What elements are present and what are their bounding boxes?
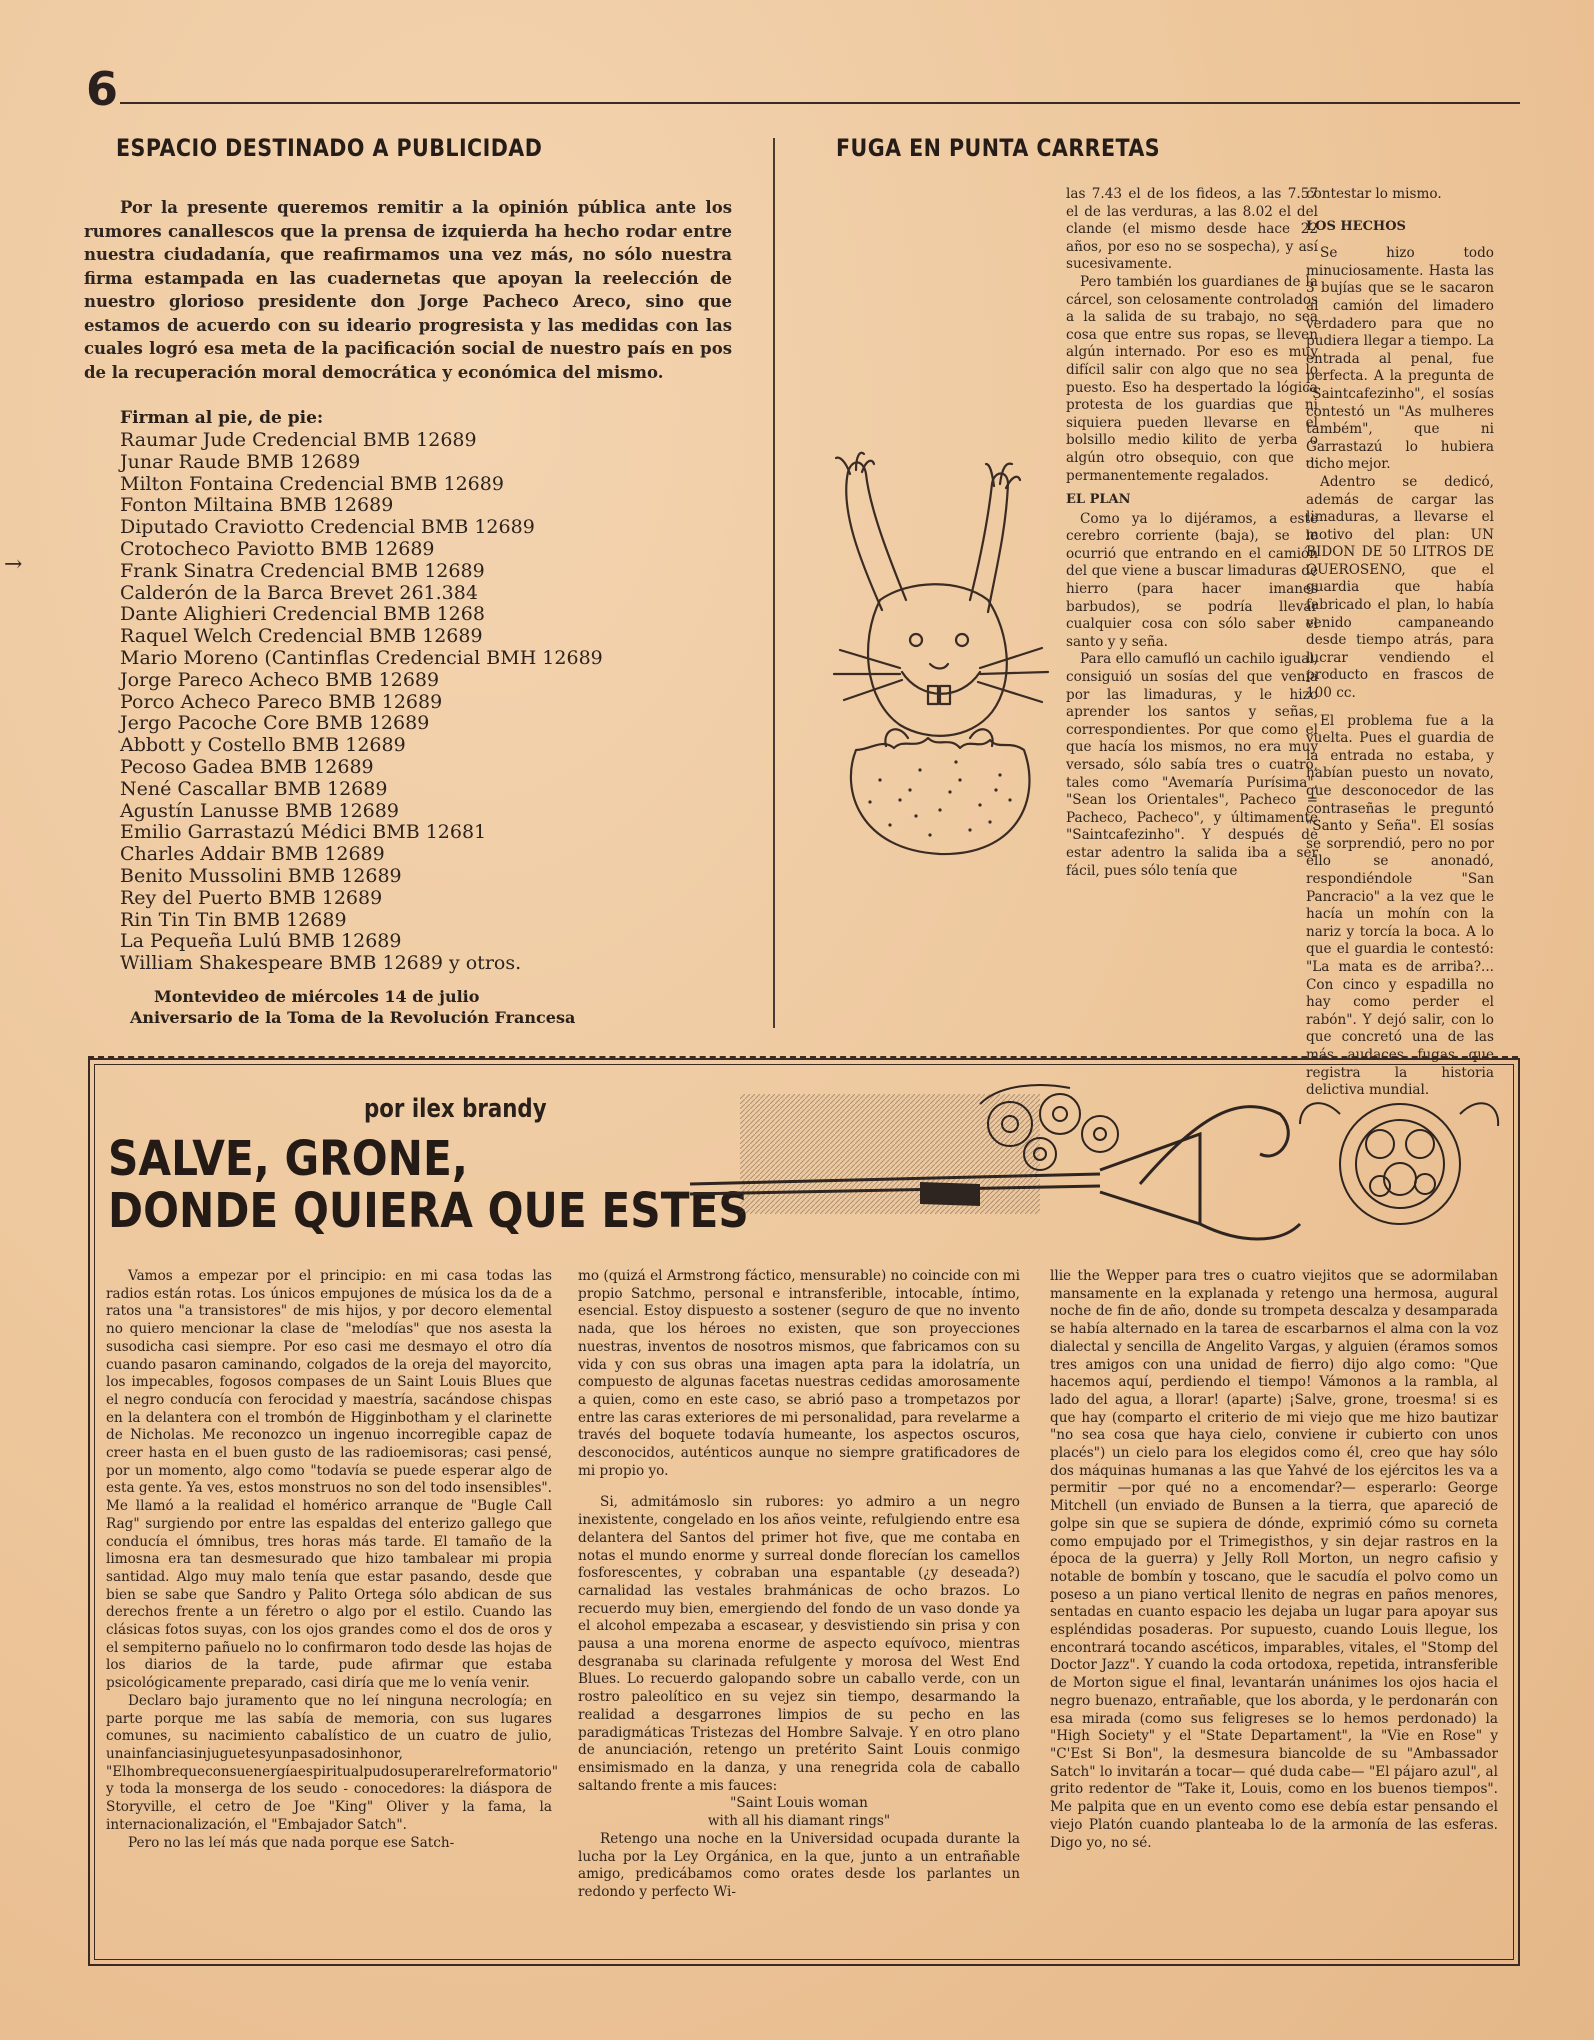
article-column-3 (1050, 1268, 1498, 1852)
page-number: 6 (86, 62, 119, 116)
signer: Diputado Craviotto Credencial BMB 12689 (120, 516, 535, 539)
fuga-paragraph: contestar lo mismo. (1306, 186, 1442, 202)
signer: La Pequeña Lulú BMB 12689 (120, 930, 402, 953)
trumpet-flowers-ornament (680, 1074, 1510, 1254)
article-paragraph: Vamos a empezar por el principio: en mi casa todas las radios están rotas. Los únicos empujones de música los da de a ratos una "a transistores" de mis hijos, y por decoro elemental no quiero mencionar la clase de "melodías" que nos asesta la susodicha casi siempre. Por eso casi me desmayo el otro día cuando pasaron caminando, colgados de la oreja del mayorcito, los impecables, fogosos compases de un Saint Louis Blues que el negro conducía con ferocidad y maestría, sacándose chispas en la delantera con el trombón de Higginbotham y el clarinette de Nicholas. Me reconozco un ingenuo incorregible capaz de creer hasta en el buen gusto de las radioemisoras; casi pensé, por un momento, algo como "todavía se puede esperar algo de esta gente. Ya ves, estos monstruos no son del todo insensibles". Me llamó a la realidad el homérico arranque de "Bugle Call Rag" surgiendo por entre las espaldas del enterizo gallego que conducía el ómnibus, tres horas más tarde. El tamaño de la limosna era tan desmesurado que hizo tambalear mi propia santidad. Algo muy malo tenía que estar pasando, desde que bien se sabe que Sandro y Palito Ortega sólo abdican de sus derechos frente a un féretro o algo por el estilo. Cuando las clásicas fotos suyas, con los ojos grandes como el dos de oros y el sempiterno pañuelo no lo confirmaron todo desde las hojas de los diarios de la tarde, pude afirmar que estaba psicológicamente preparado, casi diría que me lo venía venir. (106, 1268, 552, 1692)
signer: Rin Tin Tin BMB 12689 (120, 908, 347, 931)
article-paragraph: llie the Wepper para tres o cuatro viejitos que se adormilaban mansamente en la explanada y retengo una hermosa, augural noche de fin de año, donde su trompeta descalza y desamparada se había alternado en la tarea de escarbarnos el alma con la voz dialectal y sencilla de Angelito Vargas, y alguien (éramos somos tres amigos con una unidad de fierro) dijo algo como: "Que hacemos aquí, perdiendo el tiempo! Vámonos a la rambla, al lado del agua, a llorar! (aparte) ¡Salve, grone, troesma! si es que hay (comparto el criterio de mi viejo que me hizo bautizar "no sea cosa que haya cielo, conviene ir cubierto con unos placés") un cielo para los elegidos como él, creo que hay sólo dos máquinas humanas a las que Yahvé de los ejércitos les va a permitir —por qué no a encomendar?— esperarlo: George Mitchell (un enviado de Bunsen a la tierra, que apareció de golpe sin que se supiera de dónde, exprimió cómo su corneta como empujado por el Trimegisthos, y sin dejar rastros en la época de la guerra) y Jelly Roll Morton, un negro cafisio y notable de bombín y toscano, que le sacudía el polvo como un poseso a un piano vertical llenito de negras en paños menores, sentadas en cuanto espacio les dejaba un lugar para apoyar sus espléndidas posaderas. Por supuesto, cuando Louis llegue, los encontrará tocando ascéticos, imparables, vitales, el "Stomp del Doctor Jazz". Y cuando la coda ortodoxa, repetida, intransferible de Morton sigue el final, levantarán unánimes los ojos hacia el negro buenazo, entrañable, que los aborda, y le perdonarán con esa mirada (como sus feligreses se lo hemos perdonado) la "High Society" y el "State Departament", la "Vie en Rose" y "C'Est Si Bon", la desmesura biancolde de su "Ambassador Satch" lo invitarán a tocar— qué duda cabe— "El pájaro azul", al grito redentor de "Take it, Louis, como en los buenos tiempos". Me palpita que en un evento como ese debía estar pensando el viejo Platón cuando planteaba lo de la armonía de las esferas. Digo yo, no sé. (1050, 1268, 1498, 1851)
intro-paragraph: Por la presente queremos remitir a la opinión pública ante los rumores canallescos que la prensa de izquierda ha hecho rodar entre nuestra ciudadanía, que reafirmamos una vez más, no sólo nuestra firma estampada en las cuadernetas que apoyan la reelección de nuestro glorioso presidente don Jorge Pacheco Areco, sino que estamos de acuerdo con su ideario progresista y las medidas con las cuales logró esa meta de la pacificación social de nuestro país en pos de la recuperación moral democrática y económica del mismo. (84, 198, 732, 382)
fuga-subheading-hechos: LOS HECHOS (1306, 218, 1406, 234)
closing-block (130, 986, 575, 1028)
signers-heading: Firman al pie, de pie: (120, 408, 324, 428)
article-title-line-1: SALVE, GRONE, (108, 1131, 468, 1187)
left-article-intro (84, 196, 732, 384)
fuga-paragraph: Para ello camufló un cachilo igual, consiguió un sosías del que venía por las limaduras, y le hizo aprender los santos y señas, correspondientes. Por que como el que hacía los mismos, no era muy versado, sólo sabía tres o cuatro, tales como "Avemaría Purísima", "Sean los Orientales", Pacheco = Pacheco, Pacheco", y últimamente "Saintcafezinho". Y después de estar adentro la salida iba a ser fácil, pues sólo tenía que (1066, 651, 1318, 879)
signer: Calderón de la Barca Brevet 261.384 (120, 581, 478, 604)
article-title-line-2: DONDE QUIERA QUE ESTES (108, 1183, 749, 1239)
signer: Crotocheco Paviotto BMB 12689 (120, 537, 435, 560)
signer: Mario Moreno (Cantinflas Credencial BMH 12689 (120, 646, 603, 669)
fuga-paragraph: Se hizo todo minuciosamente. Hasta las 3 bujías que se le sacaron al camión del limadero verdadero para que no pudiera llegar a tiempo. La entrada al penal, fue perfecta. A la pregunta de "Saintcafezinho", el sosías contestó un "As mulheres também", que ni Garrastazú lo hubiera dicho mejor. (1306, 245, 1494, 473)
article-paragraph: Pero no las leí más que nada porque ese Satch- (128, 1834, 455, 1851)
fuga-paragraph: Adentro se dedicó, además de cargar las limaduras, a llevarse el motivo del plan: UN BIDON DE 50 LITROS DE QUEROSENO, que el guardia que había fabricado el plan, lo había venido campaneando desde tiempo atrás, para lucrar vendiendo el producto en frascos de 100 cc. (1306, 473, 1494, 702)
signer: Abbott y Costello BMB 12689 (120, 734, 406, 757)
signer: Raumar Jude Credencial BMB 12689 (120, 429, 477, 451)
article-paragraph: Declaro bajo juramento que no leí ninguna necrología; en parte porque me las sabía de memoria, con sus lugares comunes, su nacimiento cabalístico de un cuatro de julio, unainfanciasinjuguetesyunpasadosinhonor, "Elhombrequeconsuenergíaespiritualpudosuperarelreformatorio" y toda la monserga de los seudo - conocedores: la diáspora de Storyville, el cetro de Joe "King" Oliver y la fama, la internacionalización, el "Embajador Satch". (106, 1692, 558, 1833)
signer: Porco Acheco Pareco BMB 12689 (120, 690, 443, 713)
left-article-heading: ESPACIO DESTINADO A PUBLICIDAD (116, 134, 543, 162)
signer: Rey del Puerto BMB 12689 (120, 886, 383, 909)
margin-mark: → (4, 552, 23, 577)
fuga-paragraph: las 7.43 el de los fideos, a las 7.57 el de las verduras, a las 8.02 el del clande (el mismo desde hace 22 años, por eso no se sospecha), y así sucesivamente. (1066, 186, 1318, 273)
fuga-paragraph: Pero también los guardianes de la cárcel, son celosamente controlados a la salida de su trabajo, no sea cosa que entre sus ropas, se lleven algún internado. Por eso es muy difícil salir con algo que no sea lo puesto. Eso ha despertado la lógica protesta de los guardias que ni siquiera pueden llevarse en el bolsillo medio kilito de yerba o algún otro obsequio, con que ... permanentemente regalados. (1066, 273, 1318, 484)
article-column-1 (106, 1268, 558, 1852)
fuga-subheading-plan: EL PLAN (1066, 492, 1131, 508)
closing-anniversary: Aniversario de la Toma de la Revolución Francesa (130, 1008, 576, 1027)
fuga-column-1 (1066, 186, 1318, 880)
signer: Raquel Welch Credencial BMB 12689 (120, 625, 483, 648)
top-rule (120, 102, 1520, 104)
signer: Pecoso Gadea BMB 12689 (120, 755, 374, 778)
song-quote-line-1: "Saint Louis woman (730, 1795, 868, 1812)
signer: Agustín Lanusse BMB 12689 (120, 799, 399, 822)
article-paragraph: Retengo una noche en la Universidad ocupada durante la lucha por la Ley Orgánica, en la que, junto a un entrañable amigo, predicábamos como orates desde los parlantes un redondo y perfecto Wi- (578, 1830, 1020, 1900)
signers-list (120, 430, 603, 975)
signer: Fonton Miltaina BMB 12689 (120, 494, 394, 517)
article-paragraph: Si, admitámoslo sin rubores: yo admiro a un negro inexistente, congelado en los años veinte, refulgiendo entre esa delantera del Santos del primer hot five, que me contaba en notas el mundo enorme y surreal donde florecían los camellos fosforescentes, y cobraban una espantable (¿y deseada?) carnalidad las vestales brahmánicas de ocho brazos. Lo recuerdo muy bien, emergiendo del fondo de un vaso donde ya el alcohol empezaba a escasear, y desvistiendo sin prisa y con pausa a una morena enorme de aspecto equívoco, mientras desgranaba su clarinada refulgente y morosa del West End Blues. Lo recuerdo galopando sobre un caballo verde, con un rostro paleolítico en su vejez sin tiempo, desarmando la realidad a desgarrones limpios de su pecho en las paradigmáticas Tristezas del Hombre Salvaje. Y en otro plano de anunciación, retengo un pretérito Saint Louis conmigo ensimismado en la danza, y una renegrida cola de caballo saltando frente a mis fauces: (578, 1494, 1020, 1794)
closing-date: Montevideo de miércoles 14 de julio (154, 987, 480, 1006)
right-article-heading: FUGA EN PUNTA CARRETAS (836, 134, 1161, 162)
rabbit-egg-illustration (820, 450, 1060, 870)
fuga-paragraph: Como ya lo dijéramos, a este cerebro corriente (baja), se le ocurrió que entrando en el camión del que viene a buscar limaduras de hierro (para hacer imanes barbudos), se podría llevar cualquier cosa con sólo saber el santo y y seña. (1066, 510, 1318, 650)
signer: Jorge Pareco Acheco BMB 12689 (120, 668, 440, 691)
column-divider (773, 138, 775, 1028)
signer: Nené Cascallar BMB 12689 (120, 777, 388, 800)
signer: Jergo Pacoche Core BMB 12689 (120, 712, 430, 735)
signer: Frank Sinatra Credencial BMB 12689 (120, 559, 485, 582)
byline: por ilex brandy (364, 1094, 547, 1124)
fuga-paragraph: El problema fue a la vuelta. Pues el guardia de la entrada no estaba, y habían puesto un novato, que desconocedor de las contraseñas le preguntó "Santo y Seña". El sosías se sorprendió, pero no por ello se anonadó, respondiéndole "San Pancracio" a la vez que le hacía un mohín con la nariz y torcía la boca. A lo que el guardia le contestó: "La mata es de arriba?... Con cinco y espadilla no hay como perder el rabón". Y dejó salir, con lo que concretó una de las más audaces fugas que registra la historia delictiva mundial. (1306, 712, 1494, 1099)
signer: Charles Addair BMB 12689 (120, 843, 385, 866)
signer: Milton Fontaina Credencial BMB 12689 (120, 472, 504, 495)
signer: Emilio Garrastazú Médici BMB 12681 (120, 821, 487, 844)
signer: Dante Alighieri Credencial BMB 1268 (120, 603, 485, 626)
signer: Junar Raude BMB 12689 (120, 450, 361, 473)
signer: William Shakespeare BMB 12689 y otros. (120, 952, 522, 975)
fuga-column-2 (1306, 186, 1494, 1100)
article-column-2 (578, 1268, 1020, 1902)
song-quote-line-2: with all his diamant rings" (707, 1813, 891, 1830)
article-paragraph: mo (quizá el Armstrong fáctico, mensurable) no coincide con mi propio Satchmo, personal e intransferible, intocable, íntimo, esencial. Estoy dispuesto a sostener (seguro de que no invento nada, que los héroes no existen, que son proyecciones nuestras, inventos de nosotros mismos, que fabricamos con su vida y con sus obras una imagen apta para la idolatría, un compuesto de algunas facetas nuestras cedidas amorosamente a quien, como en este caso, se abrió paso a trompetazos por entre las caras exteriores de mi personalidad, para revelarme a través del boquete todavía humeante, los aspectos oscuros, desconocidos, auténticos aunque no siempre gratificadores de mi propio yo. (578, 1268, 1020, 1479)
signer: Benito Mussolini BMB 12689 (120, 864, 402, 887)
